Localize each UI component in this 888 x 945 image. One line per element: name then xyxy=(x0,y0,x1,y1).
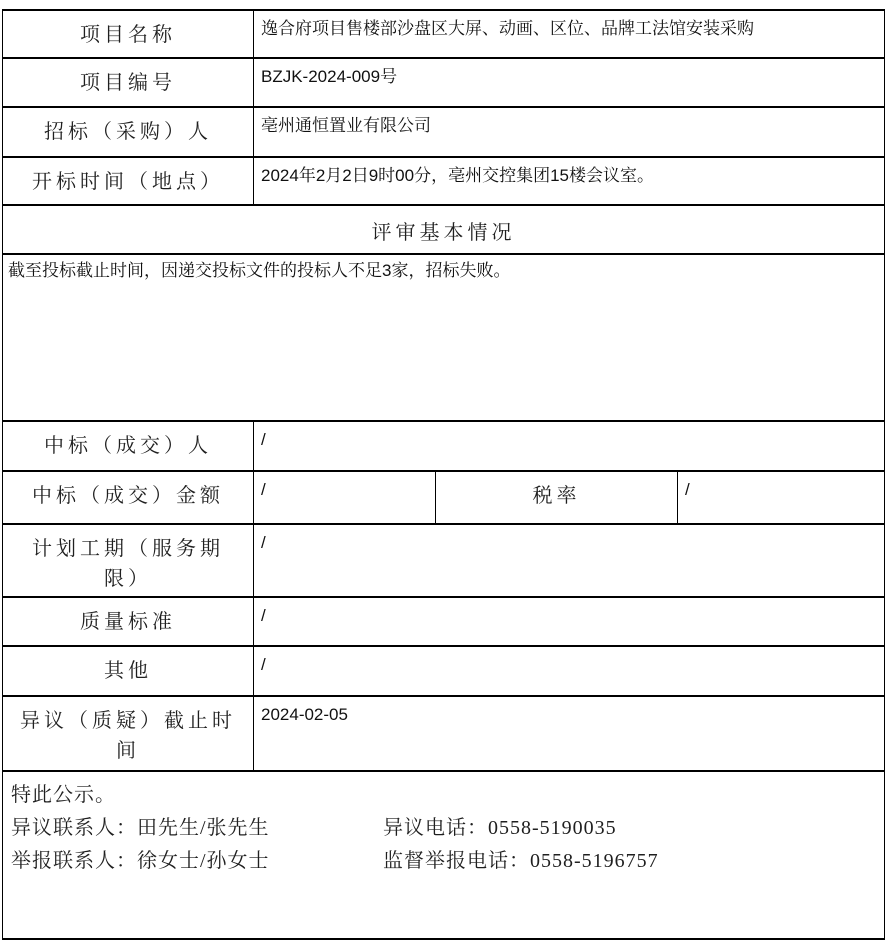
objection-phone: 异议电话：0558-5190035 xyxy=(383,817,617,839)
row-tenderer xyxy=(3,107,885,157)
objection-deadline-label xyxy=(3,696,254,771)
row-amount-tax xyxy=(3,471,885,524)
footer-notice: 特此公示。 xyxy=(11,784,116,806)
row-review-header xyxy=(3,205,885,254)
row-review-result xyxy=(3,254,885,421)
footer-objection-line xyxy=(11,812,874,845)
tenderer-label: 招标（采购）人 xyxy=(3,107,254,157)
tax-rate-label: 税率 xyxy=(436,471,678,524)
row-project-name xyxy=(3,10,885,58)
project-number-value: BZJK-2024-009号 xyxy=(254,58,885,107)
quality-standard-label: 质量标准 xyxy=(3,597,254,646)
bid-opening-value: 2024年2月2日9时00分，亳州交控集团15楼会议室。 xyxy=(254,157,885,205)
planned-duration-label xyxy=(3,524,254,597)
row-objection-deadline xyxy=(3,696,885,771)
bid-result-table xyxy=(2,9,885,940)
winner-label: 中标（成交）人 xyxy=(3,421,254,471)
planned-duration-value: / xyxy=(254,524,885,597)
row-winner xyxy=(3,421,885,471)
award-amount-value: / xyxy=(254,471,436,524)
objection-deadline-value: 2024-02-05 xyxy=(254,696,885,771)
row-project-number xyxy=(3,58,885,107)
objection-contact: 异议联系人：田先生/张先生 xyxy=(11,817,270,839)
row-quality-standard xyxy=(3,597,885,646)
planned-duration-label-text: 计划工期（服务期限） xyxy=(32,538,224,590)
tax-rate-value: / xyxy=(678,471,885,524)
other-value: / xyxy=(254,646,885,696)
bid-opening-label: 开标时间（地点） xyxy=(3,157,254,205)
footer-report-line xyxy=(11,845,874,878)
award-amount-label: 中标（成交）金额 xyxy=(3,471,254,524)
report-phone: 监督举报电话：0558-5196757 xyxy=(383,850,659,872)
row-planned-duration xyxy=(3,524,885,597)
objection-deadline-label-text: 异议（质疑）截止时间 xyxy=(20,710,236,762)
project-number-label: 项目编号 xyxy=(3,58,254,107)
tenderer-value: 亳州通恒置业有限公司 xyxy=(254,107,885,157)
quality-standard-value: / xyxy=(254,597,885,646)
report-contact: 举报联系人：徐女士/孙女士 xyxy=(11,850,270,872)
project-name-label: 项目名称 xyxy=(3,10,254,58)
row-bid-opening xyxy=(3,157,885,205)
project-name-value: 逸合府项目售楼部沙盘区大屏、动画、区位、品牌工法馆安装采购 xyxy=(254,10,885,58)
row-footer xyxy=(3,771,885,939)
footer-cell xyxy=(3,771,885,939)
winner-value: / xyxy=(254,421,885,471)
other-label: 其他 xyxy=(3,646,254,696)
review-section-header: 评审基本情况 xyxy=(3,205,885,254)
review-result-text: 截至投标截止时间，因递交投标文件的投标人不足3家，招标失败。 xyxy=(3,254,885,421)
row-other xyxy=(3,646,885,696)
